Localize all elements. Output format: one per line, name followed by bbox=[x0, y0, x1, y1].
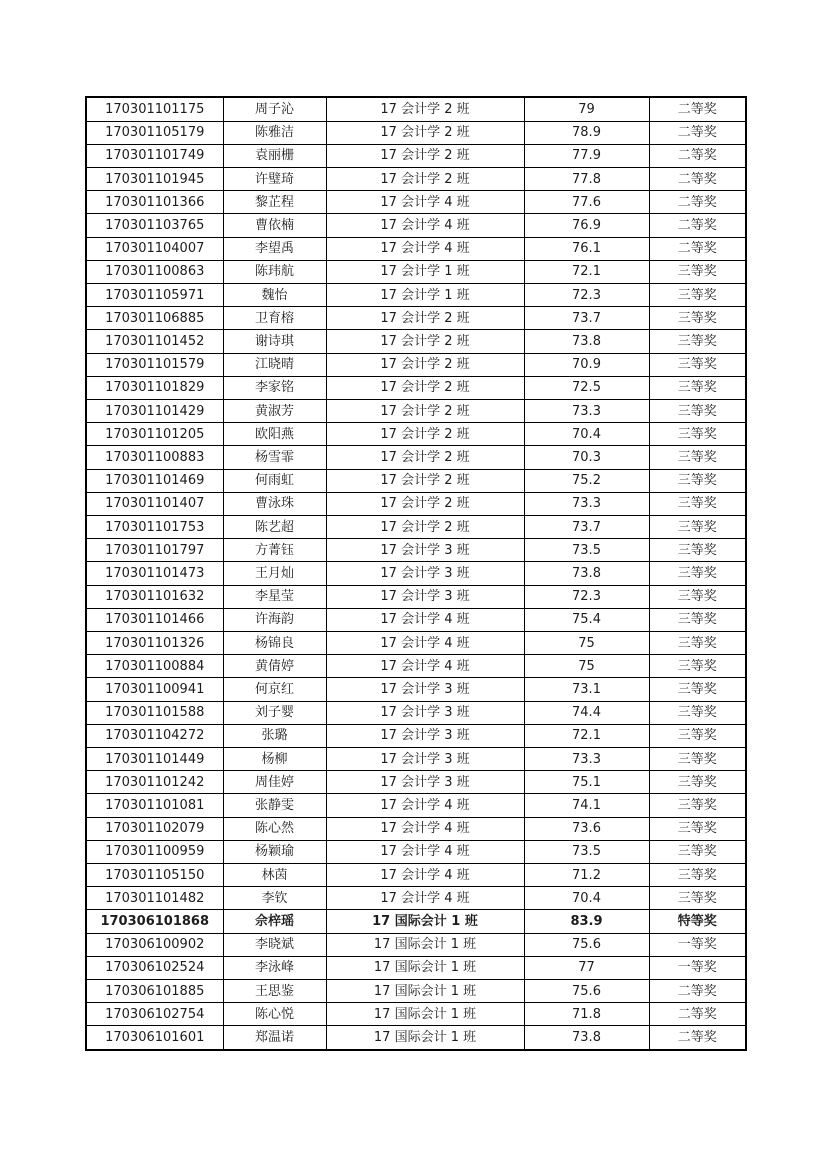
cell-award: 三等奖 bbox=[649, 515, 746, 538]
cell-score: 73.5 bbox=[524, 539, 649, 562]
cell-class: 17 会计学 4 班 bbox=[326, 632, 524, 655]
table-row bbox=[86, 724, 746, 747]
cell-score: 75 bbox=[524, 632, 649, 655]
cell-class: 17 会计学 4 班 bbox=[326, 794, 524, 817]
cell-student-id: 170301101205 bbox=[86, 423, 223, 446]
cell-award: 三等奖 bbox=[649, 446, 746, 469]
cell-award: 三等奖 bbox=[649, 585, 746, 608]
cell-student-name: 佘梓瑶 bbox=[223, 910, 326, 933]
cell-student-id: 170301104272 bbox=[86, 724, 223, 747]
table-row bbox=[86, 214, 746, 237]
table-row bbox=[86, 191, 746, 214]
cell-class: 17 会计学 2 班 bbox=[326, 469, 524, 492]
cell-student-id: 170301101081 bbox=[86, 794, 223, 817]
table-row bbox=[86, 840, 746, 863]
cell-student-name: 杨锦良 bbox=[223, 632, 326, 655]
cell-student-id: 170301101482 bbox=[86, 887, 223, 910]
cell-score: 76.9 bbox=[524, 214, 649, 237]
cell-student-id: 170301101797 bbox=[86, 539, 223, 562]
cell-student-id: 170301100884 bbox=[86, 655, 223, 678]
cell-student-id: 170301101632 bbox=[86, 585, 223, 608]
cell-student-id: 170301104007 bbox=[86, 237, 223, 260]
cell-class: 17 国际会计 1 班 bbox=[326, 980, 524, 1003]
cell-student-id: 170301101407 bbox=[86, 492, 223, 515]
cell-class: 17 会计学 2 班 bbox=[326, 492, 524, 515]
cell-award: 三等奖 bbox=[649, 632, 746, 655]
cell-student-name: 曹泳珠 bbox=[223, 492, 326, 515]
cell-student-name: 陈玮航 bbox=[223, 260, 326, 283]
cell-score: 73.3 bbox=[524, 399, 649, 422]
cell-award: 三等奖 bbox=[649, 748, 746, 771]
table-row bbox=[86, 307, 746, 330]
table-row bbox=[86, 97, 746, 121]
cell-student-name: 陈雅洁 bbox=[223, 121, 326, 144]
cell-class: 17 会计学 4 班 bbox=[326, 840, 524, 863]
cell-score: 72.3 bbox=[524, 283, 649, 306]
cell-student-id: 170301101829 bbox=[86, 376, 223, 399]
cell-score: 73.3 bbox=[524, 748, 649, 771]
cell-class: 17 会计学 4 班 bbox=[326, 237, 524, 260]
cell-student-name: 周佳婷 bbox=[223, 771, 326, 794]
cell-award: 三等奖 bbox=[649, 539, 746, 562]
cell-class: 17 会计学 4 班 bbox=[326, 817, 524, 840]
cell-score: 72.3 bbox=[524, 585, 649, 608]
awards-table bbox=[85, 96, 747, 1051]
table-row bbox=[86, 469, 746, 492]
table-row bbox=[86, 237, 746, 260]
cell-award: 三等奖 bbox=[649, 423, 746, 446]
cell-class: 17 会计学 3 班 bbox=[326, 678, 524, 701]
cell-class: 17 国际会计 1 班 bbox=[326, 933, 524, 956]
cell-score: 77.8 bbox=[524, 167, 649, 190]
cell-student-id: 170301100883 bbox=[86, 446, 223, 469]
cell-award: 三等奖 bbox=[649, 260, 746, 283]
table-row bbox=[86, 121, 746, 144]
cell-student-name: 林茵 bbox=[223, 864, 326, 887]
cell-class: 17 会计学 1 班 bbox=[326, 283, 524, 306]
cell-student-id: 170301101452 bbox=[86, 330, 223, 353]
cell-student-name: 许海韵 bbox=[223, 608, 326, 631]
cell-student-name: 陈心悦 bbox=[223, 1003, 326, 1026]
cell-class: 17 会计学 4 班 bbox=[326, 191, 524, 214]
cell-student-id: 170301100959 bbox=[86, 840, 223, 863]
table-row bbox=[86, 539, 746, 562]
table-row bbox=[86, 399, 746, 422]
cell-class: 17 会计学 2 班 bbox=[326, 376, 524, 399]
table-row bbox=[86, 956, 746, 979]
cell-student-name: 李家铭 bbox=[223, 376, 326, 399]
cell-class: 17 会计学 4 班 bbox=[326, 887, 524, 910]
cell-award: 三等奖 bbox=[649, 492, 746, 515]
cell-student-id: 170301101242 bbox=[86, 771, 223, 794]
cell-award: 一等奖 bbox=[649, 933, 746, 956]
cell-score: 74.1 bbox=[524, 794, 649, 817]
cell-score: 73.1 bbox=[524, 678, 649, 701]
cell-student-id: 170301101429 bbox=[86, 399, 223, 422]
cell-student-id: 170301101945 bbox=[86, 167, 223, 190]
cell-student-id: 170301101579 bbox=[86, 353, 223, 376]
cell-class: 17 国际会计 1 班 bbox=[326, 956, 524, 979]
cell-student-name: 张静雯 bbox=[223, 794, 326, 817]
table-row bbox=[86, 330, 746, 353]
cell-award: 特等奖 bbox=[649, 910, 746, 933]
cell-award: 二等奖 bbox=[649, 237, 746, 260]
cell-student-name: 魏怡 bbox=[223, 283, 326, 306]
cell-award: 二等奖 bbox=[649, 167, 746, 190]
cell-class: 17 会计学 2 班 bbox=[326, 399, 524, 422]
cell-student-id: 170301106885 bbox=[86, 307, 223, 330]
table-row bbox=[86, 864, 746, 887]
cell-class: 17 会计学 3 班 bbox=[326, 539, 524, 562]
cell-class: 17 会计学 4 班 bbox=[326, 608, 524, 631]
table-row bbox=[86, 910, 746, 933]
cell-score: 73.7 bbox=[524, 515, 649, 538]
cell-student-id: 170301101175 bbox=[86, 97, 223, 121]
cell-award: 三等奖 bbox=[649, 840, 746, 863]
cell-score: 83.9 bbox=[524, 910, 649, 933]
cell-student-id: 170306102754 bbox=[86, 1003, 223, 1026]
cell-score: 75.4 bbox=[524, 608, 649, 631]
cell-student-name: 欧阳燕 bbox=[223, 423, 326, 446]
cell-class: 17 会计学 3 班 bbox=[326, 585, 524, 608]
cell-score: 75.6 bbox=[524, 980, 649, 1003]
cell-award: 三等奖 bbox=[649, 724, 746, 747]
cell-student-name: 黎芷程 bbox=[223, 191, 326, 214]
cell-class: 17 会计学 2 班 bbox=[326, 97, 524, 121]
cell-class: 17 国际会计 1 班 bbox=[326, 1026, 524, 1050]
cell-student-id: 170306101885 bbox=[86, 980, 223, 1003]
cell-award: 三等奖 bbox=[649, 655, 746, 678]
cell-student-id: 170301105179 bbox=[86, 121, 223, 144]
cell-student-id: 170301101326 bbox=[86, 632, 223, 655]
cell-award: 三等奖 bbox=[649, 864, 746, 887]
cell-score: 70.9 bbox=[524, 353, 649, 376]
cell-score: 77.9 bbox=[524, 144, 649, 167]
cell-class: 17 会计学 2 班 bbox=[326, 353, 524, 376]
cell-class: 17 会计学 3 班 bbox=[326, 562, 524, 585]
cell-class: 17 会计学 2 班 bbox=[326, 423, 524, 446]
cell-student-id: 170301101588 bbox=[86, 701, 223, 724]
cell-award: 二等奖 bbox=[649, 1003, 746, 1026]
table-row bbox=[86, 492, 746, 515]
cell-student-name: 谢诗琪 bbox=[223, 330, 326, 353]
cell-class: 17 会计学 2 班 bbox=[326, 144, 524, 167]
cell-class: 17 会计学 2 班 bbox=[326, 167, 524, 190]
cell-score: 70.3 bbox=[524, 446, 649, 469]
cell-student-name: 陈心然 bbox=[223, 817, 326, 840]
cell-class: 17 会计学 3 班 bbox=[326, 701, 524, 724]
cell-student-name: 刘子婴 bbox=[223, 701, 326, 724]
table-row bbox=[86, 585, 746, 608]
cell-score: 75.2 bbox=[524, 469, 649, 492]
table-row bbox=[86, 632, 746, 655]
table-row bbox=[86, 701, 746, 724]
table-row bbox=[86, 562, 746, 585]
cell-student-id: 170301101449 bbox=[86, 748, 223, 771]
cell-student-name: 王思鉴 bbox=[223, 980, 326, 1003]
cell-student-name: 周子沁 bbox=[223, 97, 326, 121]
cell-score: 73.8 bbox=[524, 1026, 649, 1050]
table-row bbox=[86, 933, 746, 956]
cell-class: 17 会计学 4 班 bbox=[326, 214, 524, 237]
cell-student-id: 170301101469 bbox=[86, 469, 223, 492]
table-row bbox=[86, 283, 746, 306]
cell-class: 17 会计学 4 班 bbox=[326, 864, 524, 887]
cell-score: 72.5 bbox=[524, 376, 649, 399]
cell-class: 17 会计学 2 班 bbox=[326, 446, 524, 469]
cell-student-name: 何雨虹 bbox=[223, 469, 326, 492]
cell-student-name: 李星莹 bbox=[223, 585, 326, 608]
cell-student-id: 170301100941 bbox=[86, 678, 223, 701]
cell-student-name: 杨颖瑜 bbox=[223, 840, 326, 863]
cell-class: 17 国际会计 1 班 bbox=[326, 1003, 524, 1026]
cell-student-name: 李泳峰 bbox=[223, 956, 326, 979]
cell-student-id: 170301100863 bbox=[86, 260, 223, 283]
cell-class: 17 会计学 3 班 bbox=[326, 748, 524, 771]
cell-award: 二等奖 bbox=[649, 214, 746, 237]
cell-award: 三等奖 bbox=[649, 562, 746, 585]
cell-award: 三等奖 bbox=[649, 887, 746, 910]
cell-score: 73.8 bbox=[524, 330, 649, 353]
cell-award: 三等奖 bbox=[649, 678, 746, 701]
cell-class: 17 会计学 1 班 bbox=[326, 260, 524, 283]
cell-award: 三等奖 bbox=[649, 353, 746, 376]
cell-class: 17 会计学 3 班 bbox=[326, 771, 524, 794]
table-row bbox=[86, 353, 746, 376]
cell-student-id: 170301103765 bbox=[86, 214, 223, 237]
cell-student-id: 170306102524 bbox=[86, 956, 223, 979]
cell-class: 17 会计学 3 班 bbox=[326, 724, 524, 747]
cell-student-name: 杨柳 bbox=[223, 748, 326, 771]
cell-score: 72.1 bbox=[524, 260, 649, 283]
cell-student-id: 170306101601 bbox=[86, 1026, 223, 1050]
cell-award: 二等奖 bbox=[649, 121, 746, 144]
cell-score: 70.4 bbox=[524, 887, 649, 910]
cell-score: 73.3 bbox=[524, 492, 649, 515]
table-row bbox=[86, 1026, 746, 1050]
cell-student-name: 郑温诺 bbox=[223, 1026, 326, 1050]
cell-student-name: 张璐 bbox=[223, 724, 326, 747]
cell-award: 二等奖 bbox=[649, 191, 746, 214]
cell-class: 17 会计学 2 班 bbox=[326, 307, 524, 330]
table-row bbox=[86, 794, 746, 817]
cell-award: 三等奖 bbox=[649, 283, 746, 306]
cell-class: 17 会计学 4 班 bbox=[326, 655, 524, 678]
table-row bbox=[86, 167, 746, 190]
cell-score: 74.4 bbox=[524, 701, 649, 724]
cell-award: 二等奖 bbox=[649, 144, 746, 167]
cell-class: 17 会计学 2 班 bbox=[326, 515, 524, 538]
cell-award: 三等奖 bbox=[649, 307, 746, 330]
cell-score: 70.4 bbox=[524, 423, 649, 446]
table-row bbox=[86, 748, 746, 771]
table-row bbox=[86, 771, 746, 794]
table-row bbox=[86, 887, 746, 910]
cell-award: 三等奖 bbox=[649, 701, 746, 724]
table-row bbox=[86, 423, 746, 446]
cell-award: 三等奖 bbox=[649, 608, 746, 631]
cell-student-id: 170306101868 bbox=[86, 910, 223, 933]
cell-student-name: 曹依楠 bbox=[223, 214, 326, 237]
cell-score: 77 bbox=[524, 956, 649, 979]
cell-student-name: 王月灿 bbox=[223, 562, 326, 585]
cell-student-name: 何京红 bbox=[223, 678, 326, 701]
cell-score: 71.2 bbox=[524, 864, 649, 887]
cell-student-id: 170306100902 bbox=[86, 933, 223, 956]
table-row bbox=[86, 678, 746, 701]
cell-student-id: 170301105971 bbox=[86, 283, 223, 306]
cell-student-name: 杨雪霏 bbox=[223, 446, 326, 469]
cell-student-name: 袁丽栅 bbox=[223, 144, 326, 167]
cell-award: 三等奖 bbox=[649, 794, 746, 817]
cell-student-name: 李钦 bbox=[223, 887, 326, 910]
cell-student-id: 170301101466 bbox=[86, 608, 223, 631]
cell-score: 78.9 bbox=[524, 121, 649, 144]
cell-student-name: 李晓斌 bbox=[223, 933, 326, 956]
cell-award: 三等奖 bbox=[649, 817, 746, 840]
cell-score: 71.8 bbox=[524, 1003, 649, 1026]
table-row bbox=[86, 608, 746, 631]
cell-score: 73.7 bbox=[524, 307, 649, 330]
cell-award: 三等奖 bbox=[649, 330, 746, 353]
cell-award: 三等奖 bbox=[649, 376, 746, 399]
table-row bbox=[86, 515, 746, 538]
cell-student-id: 170301101366 bbox=[86, 191, 223, 214]
cell-award: 二等奖 bbox=[649, 1026, 746, 1050]
cell-score: 72.1 bbox=[524, 724, 649, 747]
cell-student-name: 黄淑芳 bbox=[223, 399, 326, 422]
cell-score: 75 bbox=[524, 655, 649, 678]
table-row bbox=[86, 260, 746, 283]
table-row bbox=[86, 1003, 746, 1026]
cell-class: 17 国际会计 1 班 bbox=[326, 910, 524, 933]
cell-award: 三等奖 bbox=[649, 771, 746, 794]
cell-student-name: 许璧琦 bbox=[223, 167, 326, 190]
cell-student-id: 170301101749 bbox=[86, 144, 223, 167]
cell-score: 79 bbox=[524, 97, 649, 121]
cell-score: 73.8 bbox=[524, 562, 649, 585]
table-row bbox=[86, 144, 746, 167]
table-row bbox=[86, 376, 746, 399]
cell-student-name: 陈艺超 bbox=[223, 515, 326, 538]
cell-student-id: 170301101753 bbox=[86, 515, 223, 538]
cell-award: 二等奖 bbox=[649, 97, 746, 121]
cell-score: 73.6 bbox=[524, 817, 649, 840]
cell-class: 17 会计学 2 班 bbox=[326, 330, 524, 353]
awards-table-body bbox=[86, 97, 746, 1050]
cell-score: 73.5 bbox=[524, 840, 649, 863]
cell-student-name: 黄倩婷 bbox=[223, 655, 326, 678]
cell-score: 76.1 bbox=[524, 237, 649, 260]
cell-student-name: 李望禹 bbox=[223, 237, 326, 260]
cell-award: 一等奖 bbox=[649, 956, 746, 979]
table-row bbox=[86, 817, 746, 840]
cell-student-id: 170301105150 bbox=[86, 864, 223, 887]
cell-award: 二等奖 bbox=[649, 980, 746, 1003]
cell-score: 75.1 bbox=[524, 771, 649, 794]
cell-award: 三等奖 bbox=[649, 399, 746, 422]
cell-student-name: 江晓晴 bbox=[223, 353, 326, 376]
cell-student-name: 卫育榕 bbox=[223, 307, 326, 330]
cell-score: 77.6 bbox=[524, 191, 649, 214]
table-row bbox=[86, 980, 746, 1003]
cell-score: 75.6 bbox=[524, 933, 649, 956]
cell-award: 三等奖 bbox=[649, 469, 746, 492]
table-row bbox=[86, 655, 746, 678]
cell-class: 17 会计学 2 班 bbox=[326, 121, 524, 144]
table-row bbox=[86, 446, 746, 469]
cell-student-id: 170301102079 bbox=[86, 817, 223, 840]
cell-student-name: 方菁钰 bbox=[223, 539, 326, 562]
cell-student-id: 170301101473 bbox=[86, 562, 223, 585]
